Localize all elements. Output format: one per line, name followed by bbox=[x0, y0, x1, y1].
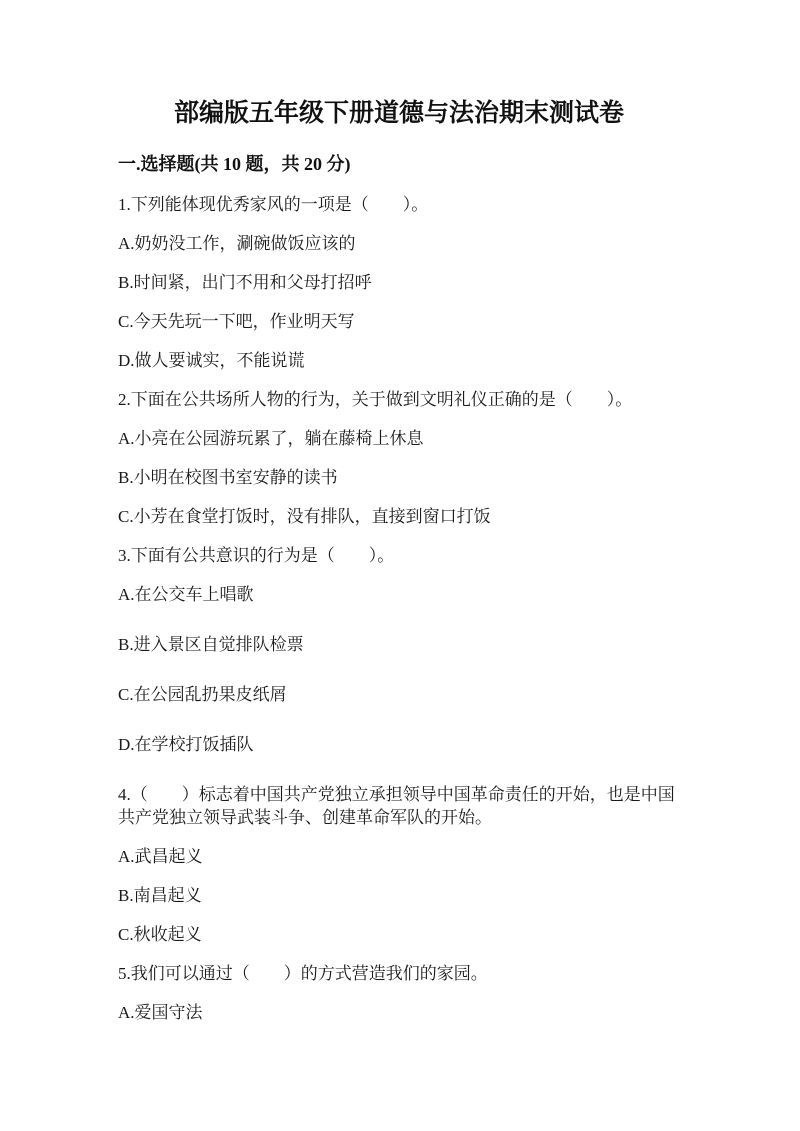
question-2-option-a: A.小亮在公园游玩累了，躺在藤椅上休息 bbox=[118, 429, 424, 448]
question-3-option-b: B.进入景区自觉排队检票 bbox=[118, 635, 304, 654]
question-1-option-d: D.做人要诚实，不能说谎 bbox=[118, 351, 305, 370]
section-heading: 一.选择题(共 10 题，共 20 分) bbox=[118, 154, 351, 174]
question-4-option-b: B.南昌起义 bbox=[118, 886, 202, 905]
question-5-text: 5.我们可以通过（ ）的方式营造我们的家园。 bbox=[118, 964, 488, 983]
question-3-text: 3.下面有公共意识的行为是（ ）。 bbox=[118, 546, 395, 565]
question-3-option-a: A.在公交车上唱歌 bbox=[118, 585, 254, 604]
question-5-option-a: A.爱国守法 bbox=[118, 1003, 203, 1022]
question-1-text: 1.下列能体现优秀家风的一项是（ ）。 bbox=[118, 195, 429, 214]
question-2-text: 2.下面在公共场所人物的行为，关于做到文明礼仪正确的是（ ）。 bbox=[118, 390, 633, 409]
question-3-option-c: C.在公园乱扔果皮纸屑 bbox=[118, 685, 287, 704]
question-1-option-c: C.今天先玩一下吧，作业明天写 bbox=[118, 312, 355, 331]
question-1-option-a: A.奶奶没工作，涮碗做饭应该的 bbox=[118, 234, 356, 253]
question-4-text: 4.（ ）标志着中国共产党独立承担领导中国革命责任的开始，也是中国共产党独立领导武装斗争、创建革命军队的开始。 bbox=[118, 785, 675, 827]
question-1-option-b: B.时间紧，出门不用和父母打招呼 bbox=[118, 273, 372, 292]
question-2-option-b: B.小明在校图书室安静的读书 bbox=[118, 468, 338, 487]
question-4-option-c: C.秋收起义 bbox=[118, 925, 202, 944]
question-4-option-a: A.武昌起义 bbox=[118, 847, 203, 866]
paper-title: 部编版五年级下册道德与法治期末测试卷 bbox=[173, 100, 624, 127]
question-3-option-d: D.在学校打饭插队 bbox=[118, 735, 254, 754]
question-2-option-c: C.小芳在食堂打饭时，没有排队，直接到窗口打饭 bbox=[118, 507, 491, 526]
